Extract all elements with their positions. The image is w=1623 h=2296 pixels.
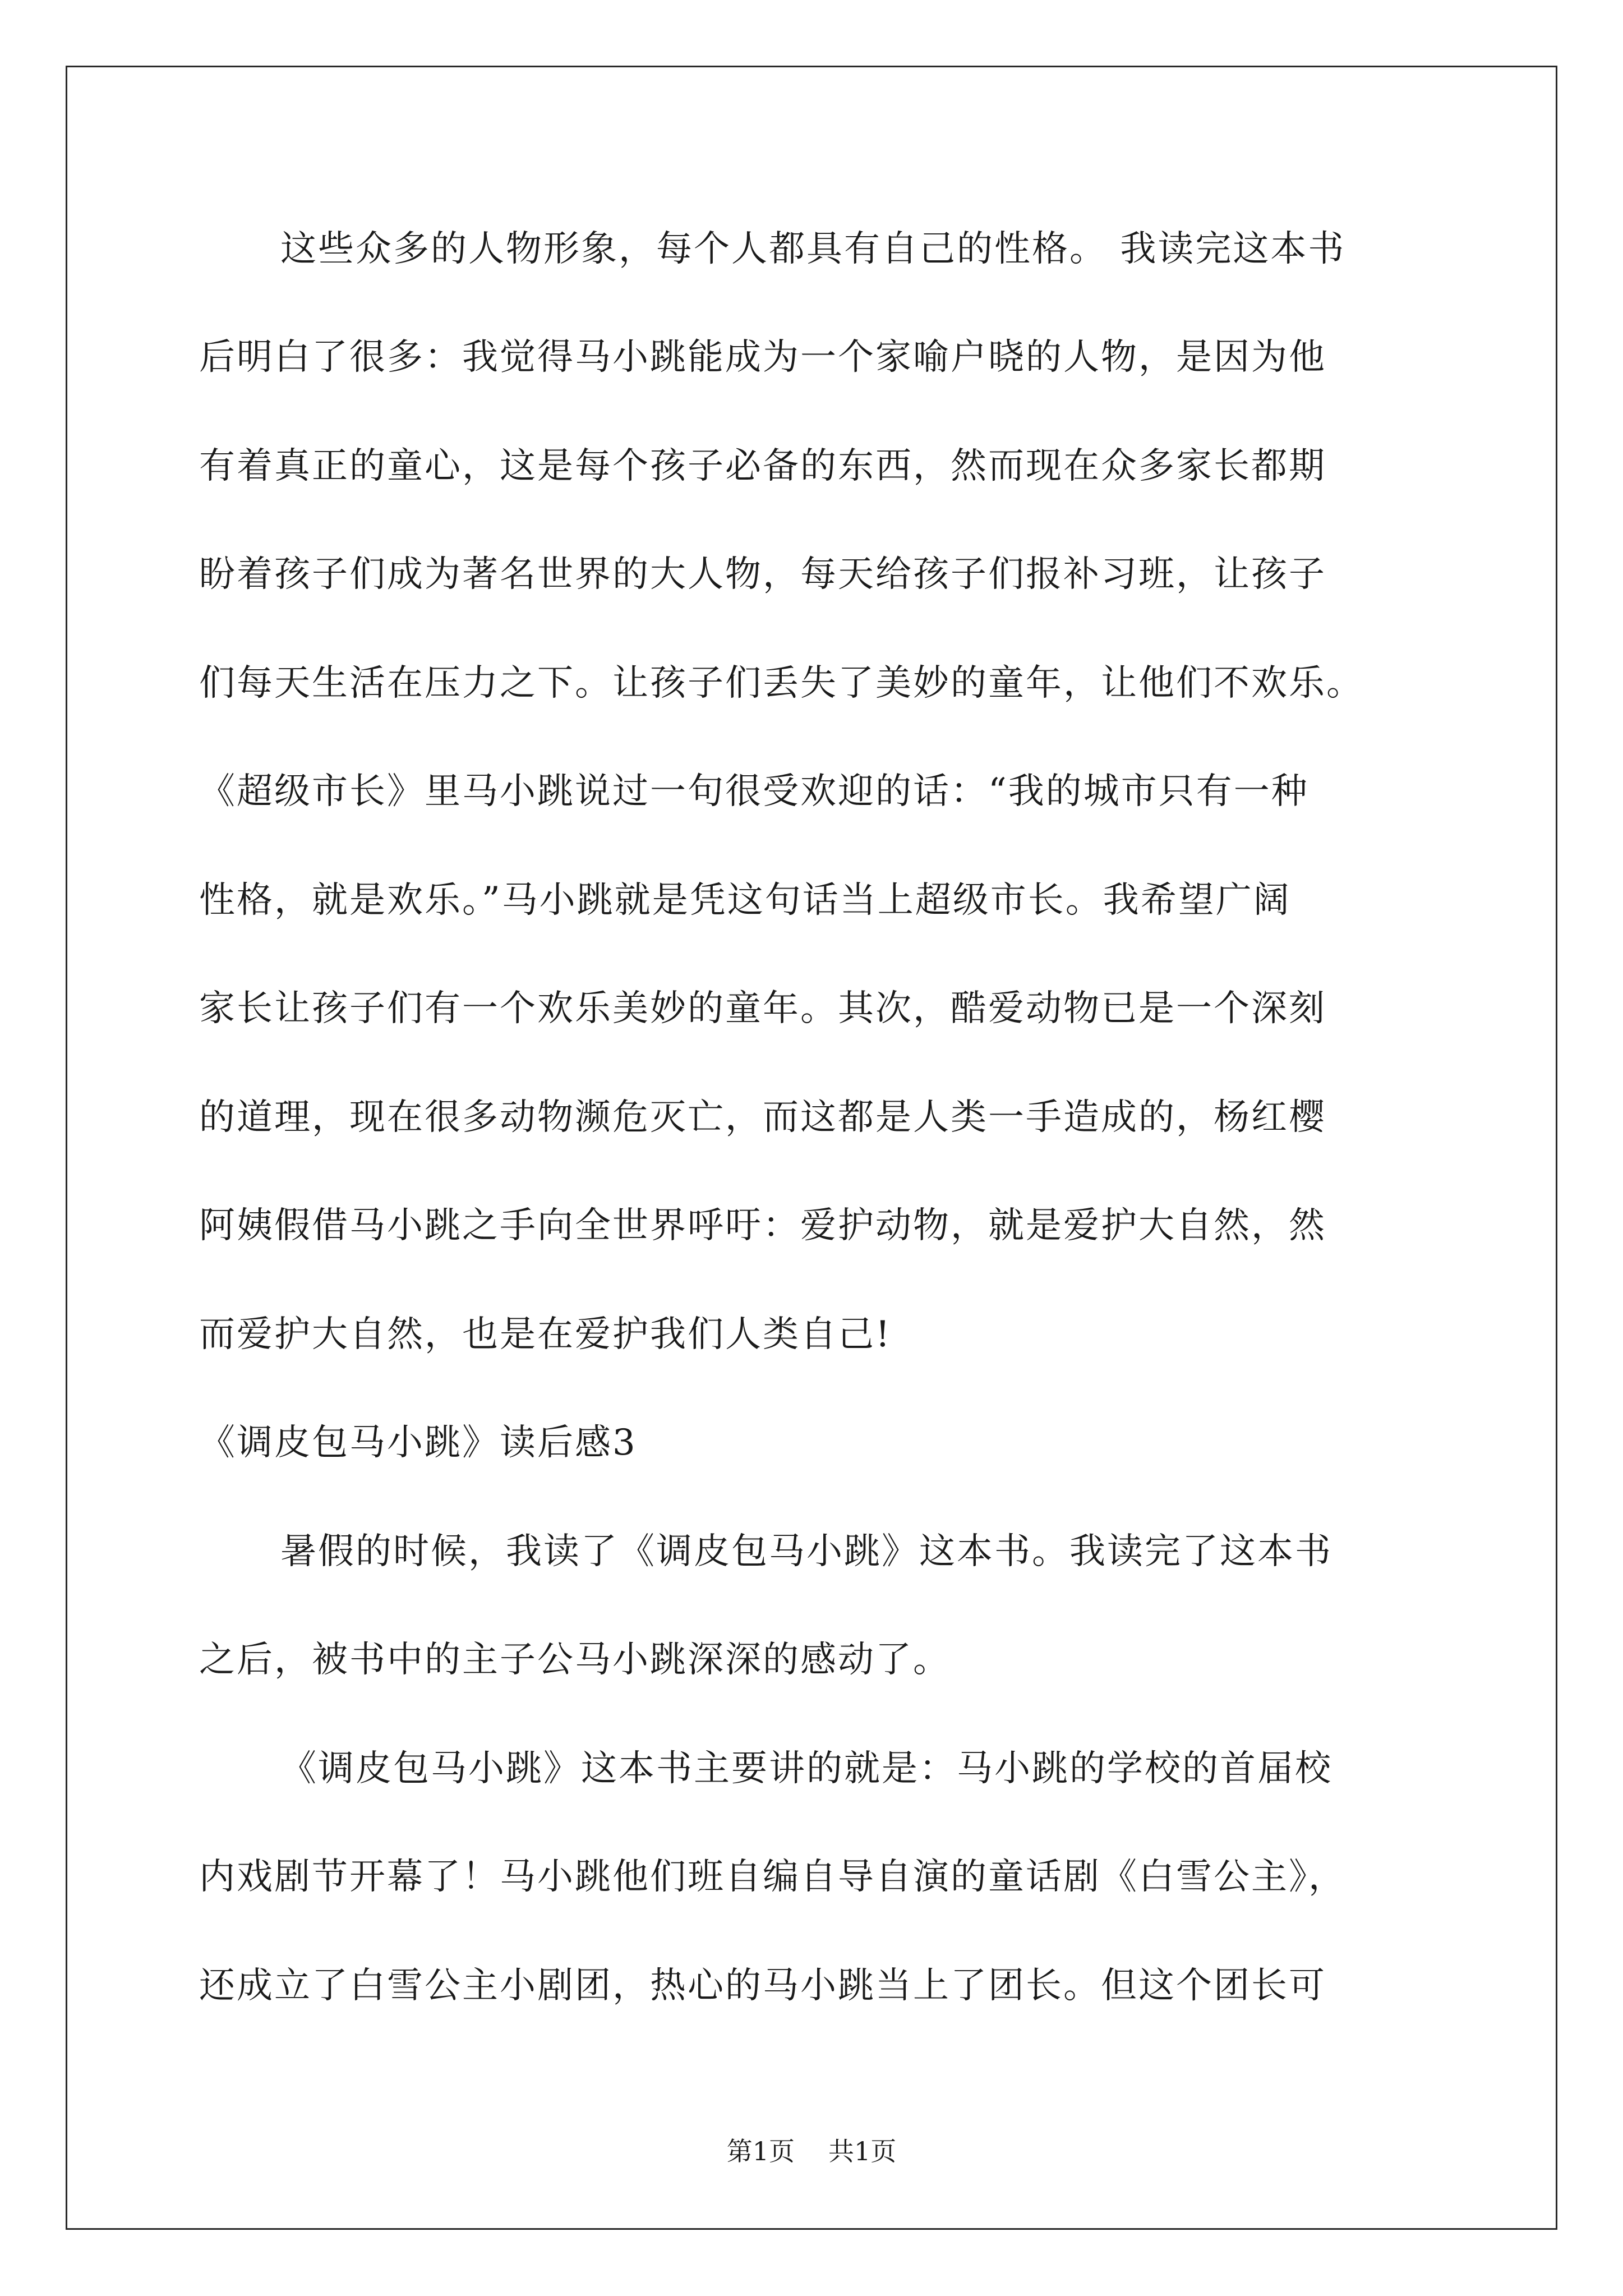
text-line-16: 内戏剧节开幕了！马小跳他们班自编自导自演的童话剧《白雪公主》， (199, 1856, 1346, 1898)
text-line-4: 盼着孩子们成为著名世界的大人物，每天给孩子们报补习班，让孩子 (199, 554, 1326, 595)
text-line-1: 这些众多的人物形象，每个人都具有自己的性格。 我读完这本书 (280, 228, 1346, 270)
text-line-17: 还成立了白雪公主小剧团，热心的马小跳当上了团长。但这个团长可 (199, 1965, 1326, 2007)
text-line-3: 有着真正的童心，这是每个孩子必备的东西，然而现在众多家长都期 (199, 445, 1326, 487)
page-number: 第1页 (726, 2136, 795, 2166)
text-line-9: 的道理，现在很多动物濒危灭亡，而这都是人类一手造成的，杨红樱 (199, 1097, 1326, 1138)
text-line-13: 暑假的时候，我读了《调皮包马小跳》这本书。我读完了这本书 (280, 1531, 1332, 1572)
page-total: 共1页 (828, 2136, 897, 2166)
page-footer (0, 2138, 1623, 2164)
text-line-2: 后明白了很多：我觉得马小跳能成为一个家喻户晓的人物，是因为他 (199, 337, 1326, 378)
section-heading: 《调皮包马小跳》读后感3 (199, 1422, 637, 1464)
text-line-6: 《超级市长》里马小跳说过一句很受欢迎的话：“我的城市只有一种 (199, 771, 1309, 812)
text-line-8: 家长让孩子们有一个欢乐美妙的童年。其次，酷爱动物已是一个深刻 (199, 988, 1326, 1029)
text-line-11: 而爱护大自然，也是在爱护我们人类自己! (199, 1314, 892, 1355)
text-line-14: 之后，被书中的主子公马小跳深深的感动了。 (199, 1639, 951, 1681)
text-line-7: 性格，就是欢乐。”马小跳就是凭这句话当上超级市长。我希望广阔 (199, 880, 1291, 921)
text-line-5: 们每天生活在压力之下。让孩子们丢失了美妙的童年，让他们不欢乐。 (199, 662, 1364, 704)
page-border (66, 66, 1557, 2230)
text-line-15: 《调皮包马小跳》这本书主要讲的就是：马小跳的学校的首届校 (280, 1748, 1332, 1789)
text-line-10: 阿姨假借马小跳之手向全世界呼吁：爱护动物，就是爱护大自然，然 (199, 1205, 1326, 1246)
